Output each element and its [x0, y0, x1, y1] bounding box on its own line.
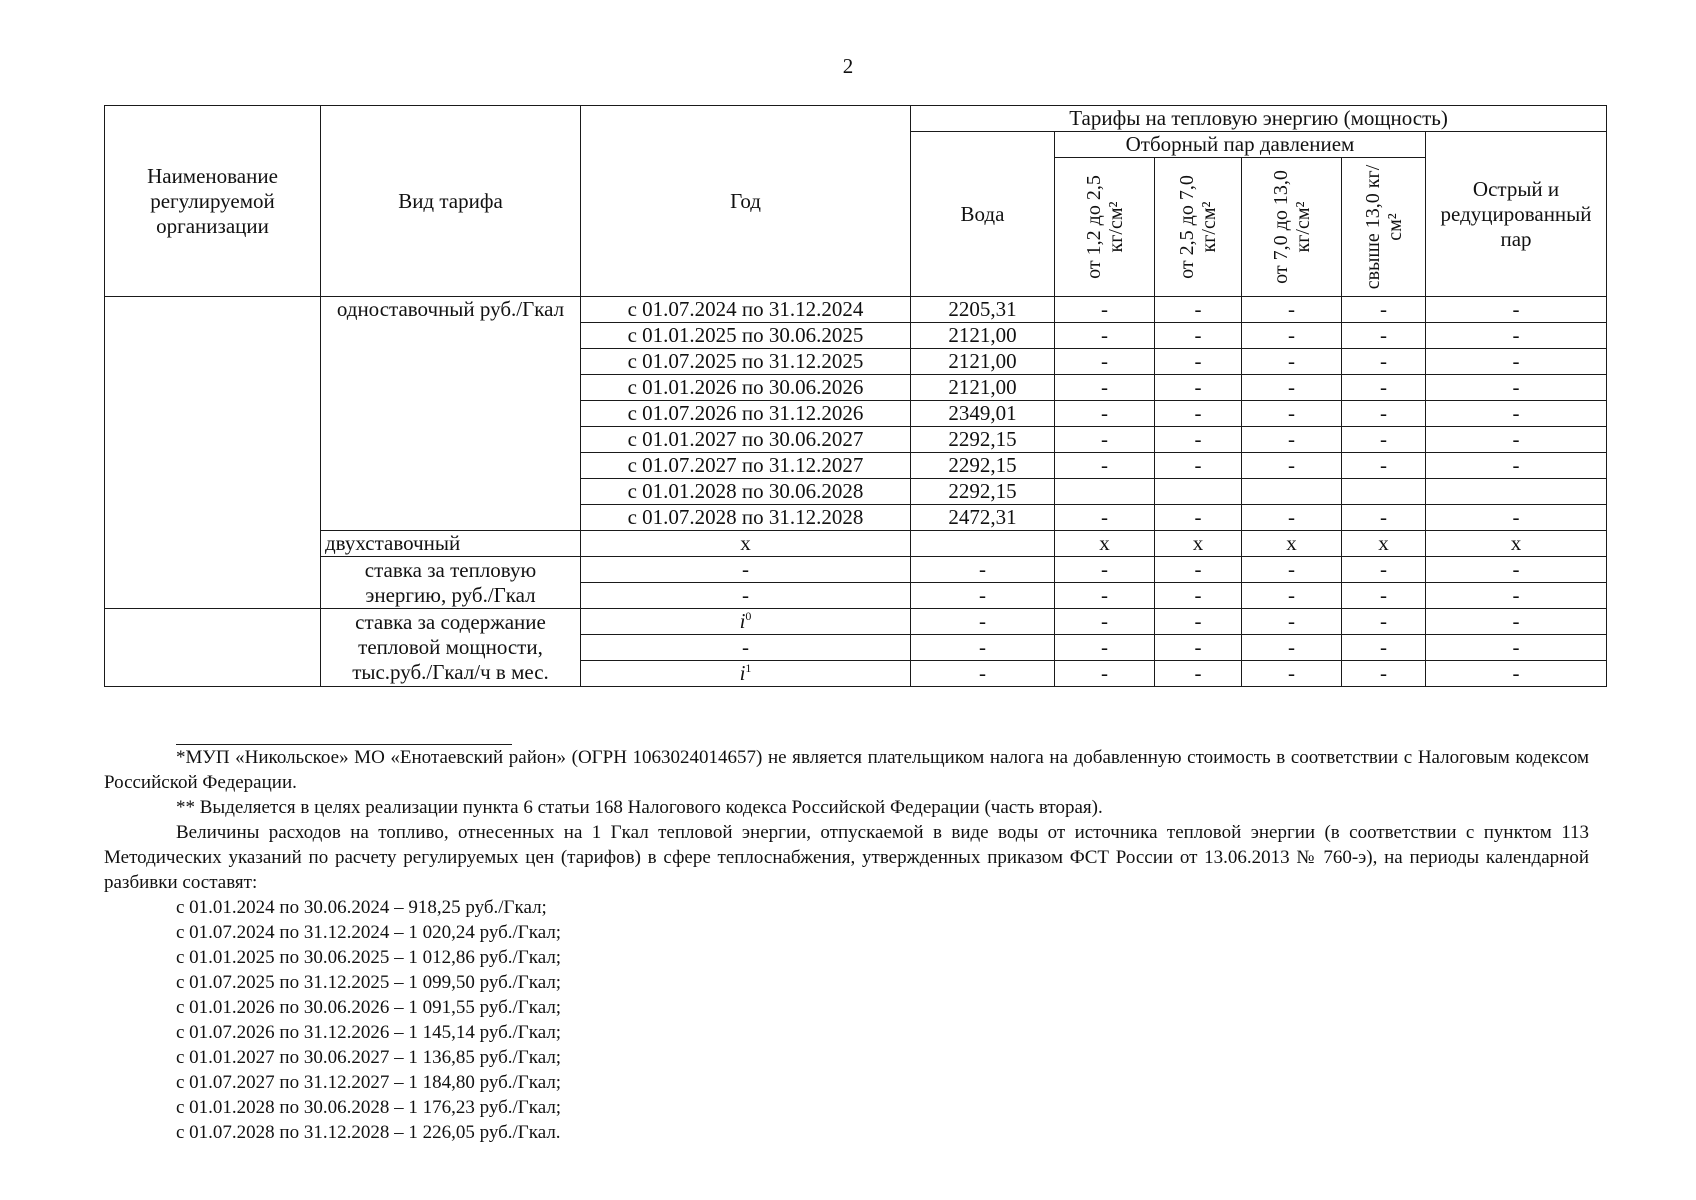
value-cell-p3: -	[1242, 635, 1342, 661]
value-cell-p4: -	[1342, 297, 1426, 323]
value-cell-p2: -	[1155, 557, 1242, 583]
period-cell: с 01.01.2025 по 30.06.2025	[581, 323, 911, 349]
value-cell-water: 2121,00	[911, 323, 1055, 349]
value-cell-p3: x	[1242, 531, 1342, 557]
value-cell-p4: -	[1342, 323, 1426, 349]
value-cell-p1: -	[1055, 583, 1155, 609]
value-cell-p3: -	[1242, 505, 1342, 531]
value-cell-p2: -	[1155, 427, 1242, 453]
value-cell-p1: -	[1055, 375, 1155, 401]
period-cell: с 01.01.2027 по 30.06.2027	[581, 427, 911, 453]
value-cell-sharp	[1426, 479, 1607, 505]
value-cell-p4: -	[1342, 349, 1426, 375]
period-cell: -	[581, 635, 911, 661]
period-cell	[581, 661, 911, 687]
index-symbol: i	[739, 609, 746, 633]
table-row	[105, 557, 1607, 583]
header-org: Наименование регулируемой организации	[105, 106, 321, 297]
fuel-cost-item: с 01.07.2025 по 31.12.2025 – 1 099,50 руб./Гкал;	[176, 972, 562, 993]
table-row	[105, 531, 1607, 557]
index-superscript: 1	[745, 661, 752, 675]
value-cell-water: 2205,31	[911, 297, 1055, 323]
period-cell: с 01.07.2028 по 31.12.2028	[581, 505, 911, 531]
value-cell-water: 2292,15	[911, 479, 1055, 505]
value-cell-sharp: -	[1426, 427, 1607, 453]
value-cell-p3: -	[1242, 661, 1342, 687]
value-cell-sharp: -	[1426, 557, 1607, 583]
header-pressure-2: от 2,5 до 7,0 кг/см²	[1176, 175, 1220, 279]
fuel-cost-item: с 01.01.2027 по 30.06.2027 – 1 136,85 руб./Гкал;	[176, 1047, 562, 1068]
value-cell-water: 2472,31	[911, 505, 1055, 531]
value-cell-water: -	[911, 557, 1055, 583]
period-cell: -	[581, 583, 911, 609]
value-cell-sharp: -	[1426, 453, 1607, 479]
value-cell-p1: -	[1055, 323, 1155, 349]
value-cell-p1	[1055, 479, 1155, 505]
value-cell-p4: -	[1342, 427, 1426, 453]
value-cell-p3: -	[1242, 453, 1342, 479]
header-tariffs-group: Тарифы на тепловую энергию (мощность)	[911, 106, 1607, 132]
value-cell-p3: -	[1242, 375, 1342, 401]
fuel-costs-list	[104, 895, 1589, 1145]
value-cell-sharp: -	[1426, 323, 1607, 349]
fuel-cost-item: с 01.01.2026 по 30.06.2026 – 1 091,55 руб./Гкал;	[176, 997, 562, 1018]
value-cell-p4: -	[1342, 635, 1426, 661]
footnote-vat: *МУП «Никольское» МО «Енотаевский район» (ОГРН 1063024014657) не является плательщиком налога на добавленную стоимость в соответствии с Налоговым кодексом Российской Федерации.	[104, 747, 1589, 793]
footnotes	[104, 745, 1589, 1145]
value-cell-p2: -	[1155, 609, 1242, 635]
value-cell-p1: -	[1055, 349, 1155, 375]
value-cell-sharp: -	[1426, 635, 1607, 661]
fuel-cost-item: с 01.07.2027 по 31.12.2027 – 1 184,80 руб./Гкал;	[176, 1072, 562, 1093]
header-sharp-steam: Острый и редуцированный пар	[1426, 132, 1607, 297]
value-cell-sharp: x	[1426, 531, 1607, 557]
period-cell	[581, 609, 911, 635]
value-cell-water: -	[911, 609, 1055, 635]
value-cell-p1: -	[1055, 609, 1155, 635]
period-cell: с 01.07.2026 по 31.12.2026	[581, 401, 911, 427]
period-cell: с 01.07.2025 по 31.12.2025	[581, 349, 911, 375]
value-cell-p4: -	[1342, 609, 1426, 635]
value-cell-p1: -	[1055, 401, 1155, 427]
header-pressure-1: от 1,2 до 2,5 кг/см²	[1082, 175, 1127, 279]
value-cell-water: 2292,15	[911, 453, 1055, 479]
value-cell-p3: -	[1242, 401, 1342, 427]
single-rate-label: одноставочный руб./Гкал	[321, 297, 581, 531]
table-row	[105, 297, 1607, 323]
value-cell-water	[911, 531, 1055, 557]
header-steam-group: Отборный пар давлением	[1055, 132, 1426, 158]
table-row	[105, 609, 1607, 635]
value-cell-p2: -	[1155, 583, 1242, 609]
value-cell-p3: -	[1242, 583, 1342, 609]
fuel-cost-item: с 01.07.2028 по 31.12.2028 – 1 226,05 руб./Гкал.	[176, 1122, 561, 1143]
fuel-cost-item: с 01.07.2024 по 31.12.2024 – 1 020,24 руб./Гкал;	[176, 922, 562, 943]
value-cell-p2: -	[1155, 453, 1242, 479]
header-pressure-3: от 7,0 до 13,0 кг/см²	[1269, 170, 1314, 284]
value-cell-sharp: -	[1426, 297, 1607, 323]
value-cell-p1: -	[1055, 297, 1155, 323]
value-cell-p2: -	[1155, 375, 1242, 401]
value-cell-p1: -	[1055, 427, 1155, 453]
value-cell-p2: -	[1155, 349, 1242, 375]
value-cell-water: -	[911, 661, 1055, 687]
header-water: Вода	[911, 132, 1055, 297]
value-cell-p4: -	[1342, 557, 1426, 583]
value-cell-sharp: -	[1426, 375, 1607, 401]
value-cell-sharp: -	[1426, 401, 1607, 427]
value-cell-sharp: -	[1426, 609, 1607, 635]
header-row-1	[105, 106, 1607, 132]
value-cell-p1: -	[1055, 557, 1155, 583]
value-cell-water: -	[911, 583, 1055, 609]
value-cell-p2: -	[1155, 505, 1242, 531]
value-cell-p1: -	[1055, 661, 1155, 687]
page-number: 2	[842, 54, 854, 78]
fuel-cost-item: с 01.01.2028 по 30.06.2028 – 1 176,23 руб./Гкал;	[176, 1097, 562, 1118]
value-cell-p2: -	[1155, 635, 1242, 661]
value-cell-p3	[1242, 479, 1342, 505]
value-cell-sharp: -	[1426, 349, 1607, 375]
header-pressure-4: свыше 13,0 кг/см²	[1361, 164, 1406, 290]
heat-rate-label: ставка за тепловую энергию, руб./Гкал	[321, 557, 581, 609]
fuel-costs-intro: Величины расходов на топливо, отнесенных на 1 Гкал тепловой энергии, отпускаемой в виде воды от источника тепловой энергии (в соответствии с пунктом 113 Методических указаний по расчету регулируемых цен (тарифов) в сфере теплоснабжения, утвержденных приказом ФСТ России от 13.06.2013 № 760-э), на периоды календарной разбивки составят:	[104, 822, 1589, 893]
tariff-table	[104, 105, 1607, 687]
value-cell-p2: -	[1155, 661, 1242, 687]
value-cell-p4: -	[1342, 375, 1426, 401]
value-cell-p3: -	[1242, 349, 1342, 375]
two-rate-label: двухставочный	[321, 531, 581, 557]
fuel-cost-item: с 01.07.2026 по 31.12.2026 – 1 145,14 руб./Гкал;	[176, 1022, 562, 1043]
value-cell-p4: -	[1342, 505, 1426, 531]
value-cell-p4	[1342, 479, 1426, 505]
value-cell-sharp: -	[1426, 583, 1607, 609]
value-cell-p1: -	[1055, 635, 1155, 661]
value-cell-p1: -	[1055, 453, 1155, 479]
header-tariff-type: Вид тарифа	[321, 106, 581, 297]
value-cell-p4: -	[1342, 583, 1426, 609]
value-cell-p3: -	[1242, 297, 1342, 323]
fuel-cost-item: с 01.01.2024 по 30.06.2024 – 918,25 руб./Гкал;	[176, 897, 547, 918]
period-cell: с 01.07.2024 по 31.12.2024	[581, 297, 911, 323]
period-cell: с 01.01.2028 по 30.06.2028	[581, 479, 911, 505]
capacity-rate-label: ставка за содержание тепловой мощности, тыс.руб./Гкал/ч в мес.	[321, 609, 581, 687]
value-cell-p4: -	[1342, 661, 1426, 687]
header-year: Год	[581, 106, 911, 297]
value-cell-water: 2121,00	[911, 349, 1055, 375]
index-symbol: i	[739, 661, 746, 685]
value-cell-p3: -	[1242, 323, 1342, 349]
value-cell-p3: -	[1242, 557, 1342, 583]
value-cell-sharp: -	[1426, 661, 1607, 687]
value-cell-p1: x	[1055, 531, 1155, 557]
period-cell: с 01.07.2027 по 31.12.2027	[581, 453, 911, 479]
value-cell-p3: -	[1242, 427, 1342, 453]
value-cell-p2: -	[1155, 323, 1242, 349]
value-cell-p1: -	[1055, 505, 1155, 531]
fuel-cost-item: с 01.01.2025 по 30.06.2025 – 1 012,86 руб./Гкал;	[176, 947, 562, 968]
value-cell-p3: -	[1242, 609, 1342, 635]
value-cell-sharp: -	[1426, 505, 1607, 531]
index-superscript: 0	[745, 609, 752, 623]
value-cell-p2: x	[1155, 531, 1242, 557]
org-name-cell	[105, 297, 321, 609]
value-cell-water: 2349,01	[911, 401, 1055, 427]
value-cell-p2: -	[1155, 297, 1242, 323]
period-cell: x	[581, 531, 911, 557]
value-cell-p2: -	[1155, 401, 1242, 427]
value-cell-p2	[1155, 479, 1242, 505]
value-cell-p4: -	[1342, 401, 1426, 427]
footnote-vat-allocation: ** Выделяется в целях реализации пункта 6 статьи 168 Налогового кодекса Российской Федерации (часть вторая).	[176, 797, 1103, 818]
value-cell-p4: x	[1342, 531, 1426, 557]
value-cell-p4: -	[1342, 453, 1426, 479]
period-cell: с 01.01.2026 по 30.06.2026	[581, 375, 911, 401]
value-cell-water: -	[911, 635, 1055, 661]
org-name-cell-lower	[105, 609, 321, 687]
period-cell: -	[581, 557, 911, 583]
value-cell-water: 2121,00	[911, 375, 1055, 401]
value-cell-water: 2292,15	[911, 427, 1055, 453]
